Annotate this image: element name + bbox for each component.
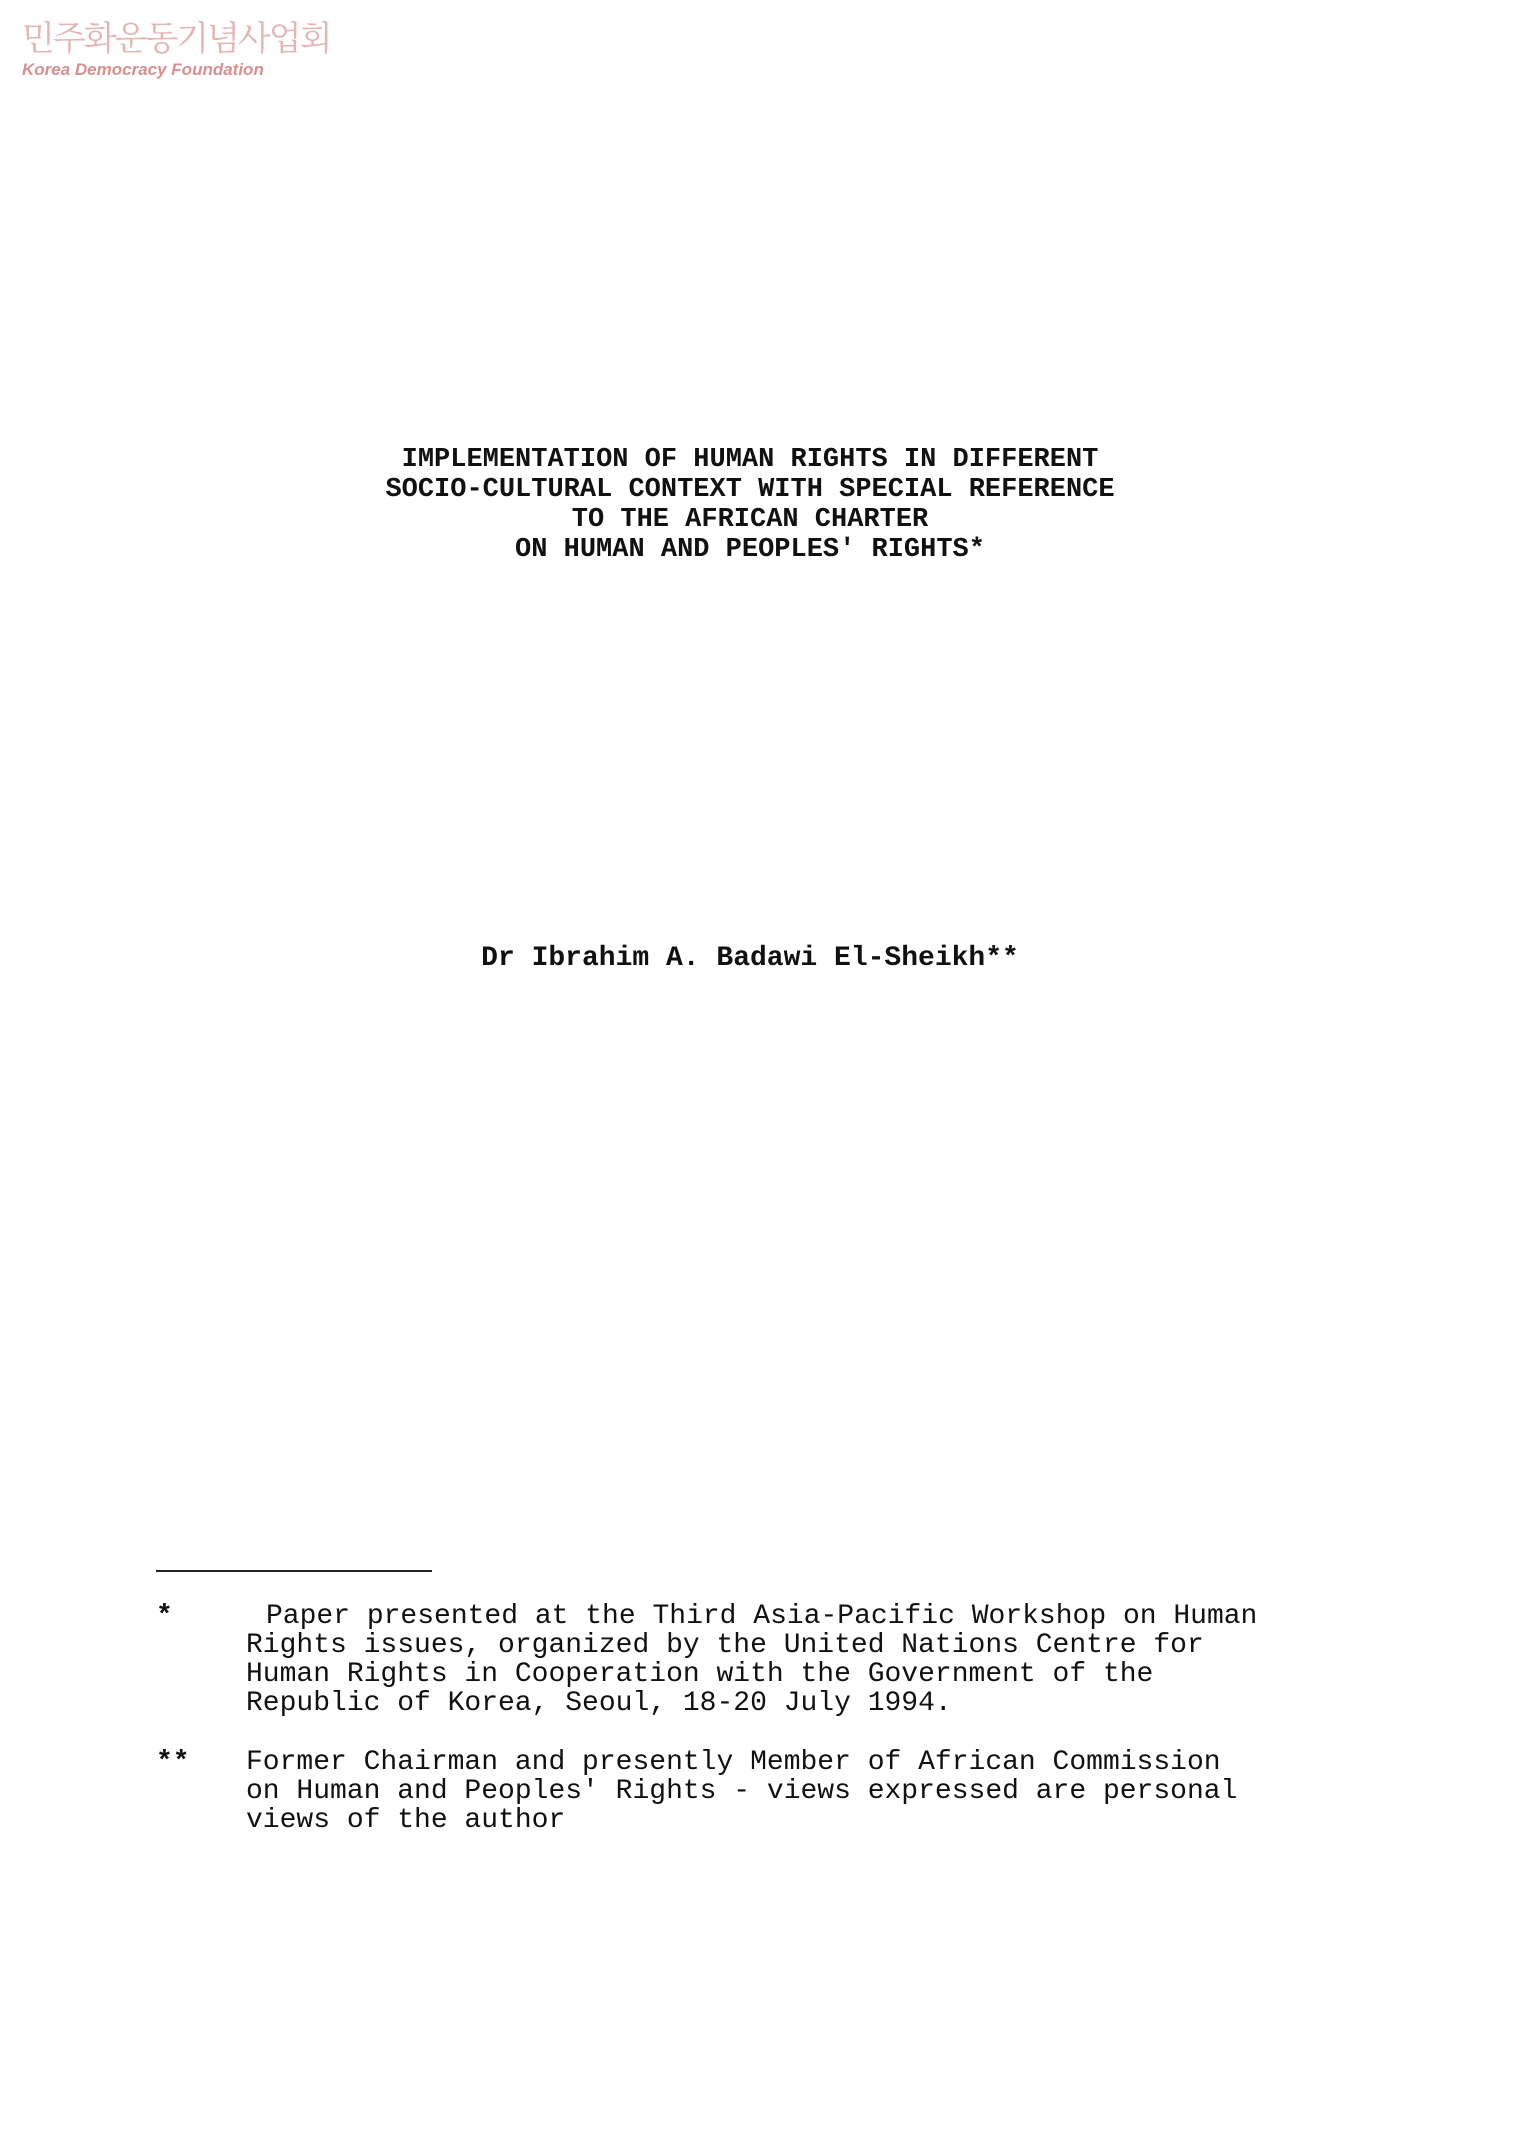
footnote-separator — [156, 1570, 432, 1572]
title-line: TO THE AFRICAN CHARTER — [571, 505, 929, 535]
footnote-line: Former Chairman and presently Member of African Commission — [246, 1747, 1221, 1778]
footnote-line: Rights issues, organized by the United Nations Centre for — [246, 1630, 1204, 1661]
author-name: Dr Ibrahim A. Badawi El-Sheikh** — [481, 943, 1019, 974]
watermark-korean-text: 민주화운동기념사업회 — [22, 19, 331, 59]
document-title — [200, 445, 1300, 565]
title-line: ON HUMAN AND PEOPLES' RIGHTS* — [515, 535, 985, 565]
title-line: IMPLEMENTATION OF HUMAN RIGHTS IN DIFFERENT — [401, 445, 1099, 475]
footnote-line: Human Rights in Cooperation with the Government of the — [246, 1659, 1154, 1690]
footnote-text — [246, 1602, 1396, 1718]
title-line: SOCIO-CULTURAL CONTEXT WITH SPECIAL REFERENCE — [385, 475, 1115, 505]
watermark-logo — [22, 18, 331, 80]
footnote-text — [246, 1748, 1396, 1835]
footnote-marker: * — [156, 1601, 173, 1632]
footnote-line: Republic of Korea, Seoul, 18-20 July 1994. — [246, 1688, 952, 1719]
footnote-line: views of the author — [246, 1805, 566, 1836]
footnote-marker: ** — [156, 1747, 190, 1778]
footnote-line: on Human and Peoples' Rights - views expressed are personal — [246, 1776, 1238, 1807]
watermark-english-text: Korea Democracy Foundation — [22, 60, 264, 79]
footnote-line: Paper presented at the Third Asia-Pacific Workshop on Human — [266, 1601, 1258, 1632]
